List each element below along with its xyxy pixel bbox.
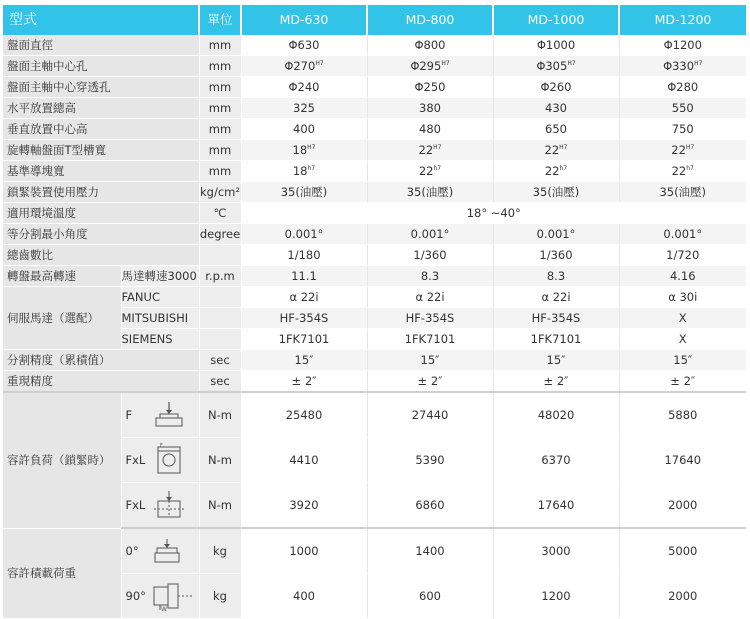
row-unit: mm — [199, 35, 241, 56]
value-text: 18 — [292, 143, 308, 157]
value-cell: 1400 — [367, 528, 493, 574]
tolerance-superscript: h7 — [307, 165, 316, 173]
value-cell — [493, 266, 619, 287]
value-cell: 400 — [241, 574, 367, 619]
spec-row — [3, 245, 746, 266]
value-cell: 6370 — [493, 438, 619, 483]
value-cell — [241, 182, 367, 203]
row-label: 水平放置總高 — [3, 98, 199, 119]
value-cell — [241, 140, 367, 161]
row-unit — [199, 287, 241, 308]
vertical-load-icon — [152, 581, 196, 611]
row-unit: ℃ — [199, 203, 241, 224]
row-sublabel: 馬達轉速3000 — [121, 266, 199, 287]
horizontal-load-icon — [152, 538, 182, 564]
row-unit: mm — [199, 56, 241, 77]
value-cell — [619, 140, 746, 161]
value-cell: 4410 — [241, 438, 367, 483]
value-text: α 30i — [668, 290, 698, 304]
value-cell: 5000 — [619, 528, 746, 574]
row-unit: kg — [199, 574, 241, 619]
row-sublabel: FxL — [125, 498, 146, 512]
row-label: 轉盤最高轉速 — [3, 266, 121, 287]
row-label: 盤面直徑 — [3, 35, 199, 56]
row-sublabel: 90° — [125, 589, 146, 603]
load-case-cell — [121, 483, 199, 529]
value-cell — [493, 245, 619, 266]
value-text: Φ280 — [667, 80, 699, 94]
row-label: 重現精度 — [3, 371, 199, 393]
value-cell — [367, 140, 493, 161]
spec-table-container — [3, 5, 746, 619]
spec-row — [3, 266, 746, 287]
value-text: 400 — [293, 122, 315, 136]
spec-row — [3, 287, 746, 308]
value-text: 15″ — [546, 353, 566, 367]
value-cell: 48020 — [493, 392, 619, 438]
value-text: 750 — [671, 122, 694, 136]
value-cell: 600 — [367, 574, 493, 619]
value-text: 22 — [544, 164, 560, 178]
value-text: 1/360 — [413, 248, 447, 262]
value-cell — [367, 308, 493, 329]
value-text: 22 — [671, 164, 687, 178]
value-text: Φ295 — [410, 59, 442, 73]
row-sublabel: 0° — [125, 544, 139, 558]
row-unit: mm — [199, 161, 241, 182]
row-sublabel: FANUC — [121, 287, 199, 308]
value-text: 0.001° — [410, 227, 450, 241]
value-text: 550 — [671, 101, 694, 115]
value-cell: 5880 — [619, 392, 746, 438]
tolerance-superscript: H7 — [559, 144, 568, 152]
value-cell — [493, 371, 619, 393]
row-label: 總齒數比 — [3, 245, 199, 266]
row-label: 適用環境溫度 — [3, 203, 199, 224]
row-label: 盤面主軸中心穿透孔 — [3, 77, 199, 98]
value-cell — [367, 350, 493, 371]
value-cell: 1000 — [241, 528, 367, 574]
value-text: 325 — [293, 101, 315, 115]
header-model: MD-1000 — [493, 5, 619, 35]
value-text: ± 2″ — [417, 374, 443, 388]
header-model: MD-1200 — [619, 5, 746, 35]
group-label: 伺服馬達（選配） — [3, 287, 121, 350]
value-cell: 3920 — [241, 483, 367, 529]
row-unit — [199, 329, 241, 350]
row-unit: kg — [199, 528, 241, 574]
value-cell — [241, 56, 367, 77]
value-cell — [241, 77, 367, 98]
value-text: 22 — [418, 164, 434, 178]
value-cell — [493, 329, 619, 350]
value-cell: 3000 — [493, 528, 619, 574]
value-cell — [619, 245, 746, 266]
value-cell — [367, 161, 493, 182]
value-cell — [493, 350, 619, 371]
value-cell — [367, 182, 493, 203]
value-text: Φ250 — [414, 80, 446, 94]
value-cell — [619, 329, 746, 350]
value-text: 35(油壓) — [280, 185, 328, 199]
value-cell — [493, 98, 619, 119]
spec-row — [3, 182, 746, 203]
value-text: 15″ — [673, 353, 693, 367]
value-cell — [493, 119, 619, 140]
value-cell — [367, 287, 493, 308]
value-cell — [367, 77, 493, 98]
value-text: HF-354S — [405, 311, 455, 325]
value-cell: 18° ~40° — [241, 203, 746, 224]
row-unit: degree — [199, 224, 241, 245]
value-text: ± 2″ — [543, 374, 569, 388]
value-text: 1/720 — [666, 248, 700, 262]
header-model: MD-630 — [241, 5, 367, 35]
value-text: 1FK7101 — [530, 332, 582, 346]
header-unit: 單位 — [199, 5, 241, 35]
spec-row — [3, 119, 746, 140]
value-cell — [619, 287, 746, 308]
row-label: 鎖緊裝置使用壓力 — [3, 182, 199, 203]
value-text: HF-354S — [531, 311, 581, 325]
value-cell — [367, 224, 493, 245]
value-cell — [241, 329, 367, 350]
value-cell — [619, 308, 746, 329]
tolerance-superscript: h7 — [686, 165, 694, 173]
value-text: α 22i — [541, 290, 571, 304]
svg-text:W: W — [160, 606, 167, 611]
tolerance-superscript: H7 — [441, 60, 450, 68]
value-cell: 17640 — [619, 438, 746, 483]
value-text: Φ630 — [288, 38, 320, 52]
value-text: 8.3 — [546, 269, 566, 283]
header-type: 型式 — [3, 5, 199, 35]
row-label: 垂直放置中心高 — [3, 119, 199, 140]
value-cell — [619, 35, 746, 56]
row-unit: N-m — [199, 483, 241, 529]
value-cell — [241, 245, 367, 266]
value-cell — [619, 224, 746, 245]
value-text: 1FK7101 — [404, 332, 456, 346]
value-text: 4.16 — [669, 269, 696, 283]
value-cell — [241, 224, 367, 245]
tolerance-superscript: H7 — [315, 60, 324, 68]
header-model: MD-800 — [367, 5, 493, 35]
value-text: Φ240 — [288, 80, 320, 94]
spec-row — [3, 371, 746, 393]
value-text: X — [678, 332, 687, 346]
row-label: 基準導塊寬 — [3, 161, 199, 182]
tolerance-superscript: H7 — [307, 144, 316, 152]
load-case-cell — [121, 528, 199, 574]
row-unit — [199, 245, 241, 266]
value-cell — [367, 98, 493, 119]
row-label: 分割精度（累積值） — [3, 350, 199, 371]
row-unit: N-m — [199, 438, 241, 483]
value-cell: 17640 — [493, 483, 619, 529]
value-text: Φ305 — [536, 59, 568, 73]
value-cell — [619, 182, 746, 203]
row-unit: sec — [199, 350, 241, 371]
tolerance-superscript: H7 — [694, 60, 703, 68]
row-sublabel: SIEMENS — [121, 329, 199, 350]
load-case-cell — [121, 574, 199, 619]
spec-row — [3, 77, 746, 98]
value-cell — [367, 56, 493, 77]
value-cell — [493, 308, 619, 329]
value-text: 15″ — [420, 353, 440, 367]
value-text: Φ330 — [663, 59, 695, 73]
value-cell — [367, 245, 493, 266]
row-unit: mm — [199, 98, 241, 119]
spec-row — [3, 224, 746, 245]
value-cell — [493, 287, 619, 308]
value-cell — [241, 35, 367, 56]
row-label: 旋轉軸盤面T型槽寬 — [3, 140, 199, 161]
svg-text:F: F — [159, 443, 163, 449]
value-cell: 1200 — [493, 574, 619, 619]
value-text: 650 — [545, 122, 567, 136]
value-text: ± 2″ — [670, 374, 696, 388]
spec-row — [3, 203, 746, 224]
value-text: 430 — [545, 101, 567, 115]
value-cell — [619, 119, 746, 140]
load-case-cell — [121, 438, 199, 483]
spec-row — [3, 98, 746, 119]
tolerance-superscript: h7 — [559, 165, 568, 173]
header-row — [3, 5, 746, 35]
value-text: 1FK7101 — [278, 332, 330, 346]
spec-row — [3, 161, 746, 182]
value-text: 35(油壓) — [406, 185, 454, 199]
spec-row — [3, 35, 746, 56]
value-cell — [241, 98, 367, 119]
value-text: Φ270 — [284, 59, 316, 73]
spec-table — [3, 5, 746, 619]
value-cell — [493, 182, 619, 203]
value-cell — [241, 287, 367, 308]
value-cell — [367, 266, 493, 287]
row-sublabel: FxL — [125, 453, 146, 467]
value-text: 35(油壓) — [659, 185, 707, 199]
value-cell: 27440 — [367, 392, 493, 438]
value-text: α 22i — [289, 290, 319, 304]
value-text: 22 — [544, 143, 560, 157]
value-cell: 2000 — [619, 483, 746, 529]
value-cell — [493, 140, 619, 161]
value-cell — [619, 98, 746, 119]
value-cell — [619, 56, 746, 77]
spec-row — [3, 56, 746, 77]
spec-row — [3, 140, 746, 161]
row-unit: sec — [199, 371, 241, 393]
value-cell — [367, 329, 493, 350]
value-cell: 6860 — [367, 483, 493, 529]
row-unit: kg/cm² — [199, 182, 241, 203]
value-text: Φ260 — [540, 80, 572, 94]
group-label: 容許積載荷重 — [3, 528, 121, 619]
value-text: ± 2″ — [291, 374, 317, 388]
row-unit: mm — [199, 77, 241, 98]
value-text: 22 — [418, 143, 434, 157]
value-text: 380 — [419, 101, 441, 115]
value-text: 480 — [419, 122, 441, 136]
value-cell — [493, 77, 619, 98]
value-cell — [241, 161, 367, 182]
tolerance-superscript: h7 — [433, 165, 442, 173]
value-text: 1/180 — [287, 248, 321, 262]
value-cell — [493, 224, 619, 245]
row-label: 等分割最小角度 — [3, 224, 199, 245]
value-cell — [367, 119, 493, 140]
value-cell — [367, 371, 493, 393]
value-cell — [241, 266, 367, 287]
value-text: 11.1 — [291, 269, 317, 283]
row-sublabel: F — [125, 408, 133, 422]
value-cell — [493, 56, 619, 77]
value-text: Φ1000 — [536, 38, 576, 52]
value-cell — [241, 119, 367, 140]
row-unit: N-m — [199, 392, 241, 438]
row-unit: r.p.m — [199, 266, 241, 287]
value-cell — [241, 350, 367, 371]
value-cell — [619, 77, 746, 98]
value-text: 0.001° — [663, 227, 703, 241]
tolerance-superscript: H7 — [685, 144, 695, 152]
load-case-cell — [121, 392, 199, 438]
value-text: α 22i — [415, 290, 445, 304]
moment-diagram-icon — [152, 443, 186, 477]
value-text: 35(油壓) — [532, 185, 580, 199]
value-text: 22 — [671, 143, 686, 157]
value-cell — [619, 350, 746, 371]
value-cell — [367, 35, 493, 56]
value-text: 0.001° — [536, 227, 576, 241]
value-text: X — [678, 311, 687, 325]
value-text: Φ1200 — [663, 38, 702, 52]
value-cell — [619, 266, 746, 287]
value-text: 15″ — [294, 353, 314, 367]
value-cell: 2000 — [619, 574, 746, 619]
tilt-moment-diagram-icon — [152, 490, 186, 520]
load-diagram-icon — [152, 401, 186, 429]
row-sublabel: MITSUBISHI — [121, 308, 199, 329]
value-cell — [619, 161, 746, 182]
row-unit: mm — [199, 140, 241, 161]
tolerance-superscript: H7 — [567, 60, 576, 68]
row-unit: mm — [199, 119, 241, 140]
value-text: Φ800 — [414, 38, 446, 52]
value-cell: 25480 — [241, 392, 367, 438]
value-text: 1/360 — [539, 248, 573, 262]
value-cell — [493, 35, 619, 56]
row-unit — [199, 308, 241, 329]
value-cell — [241, 308, 367, 329]
spec-row — [3, 528, 746, 574]
spec-row — [3, 350, 746, 371]
value-cell — [241, 371, 367, 393]
row-label: 盤面主軸中心孔 — [3, 56, 199, 77]
value-cell: 5390 — [367, 438, 493, 483]
value-text: 8.3 — [420, 269, 440, 283]
value-cell — [619, 371, 746, 393]
value-text: 0.001° — [284, 227, 324, 241]
spec-row — [3, 392, 746, 438]
value-text: HF-354S — [279, 311, 329, 325]
group-label: 容許負荷（鎖緊時） — [3, 392, 121, 528]
tolerance-superscript: H7 — [433, 144, 442, 152]
value-text: 18 — [292, 164, 308, 178]
value-cell — [493, 161, 619, 182]
